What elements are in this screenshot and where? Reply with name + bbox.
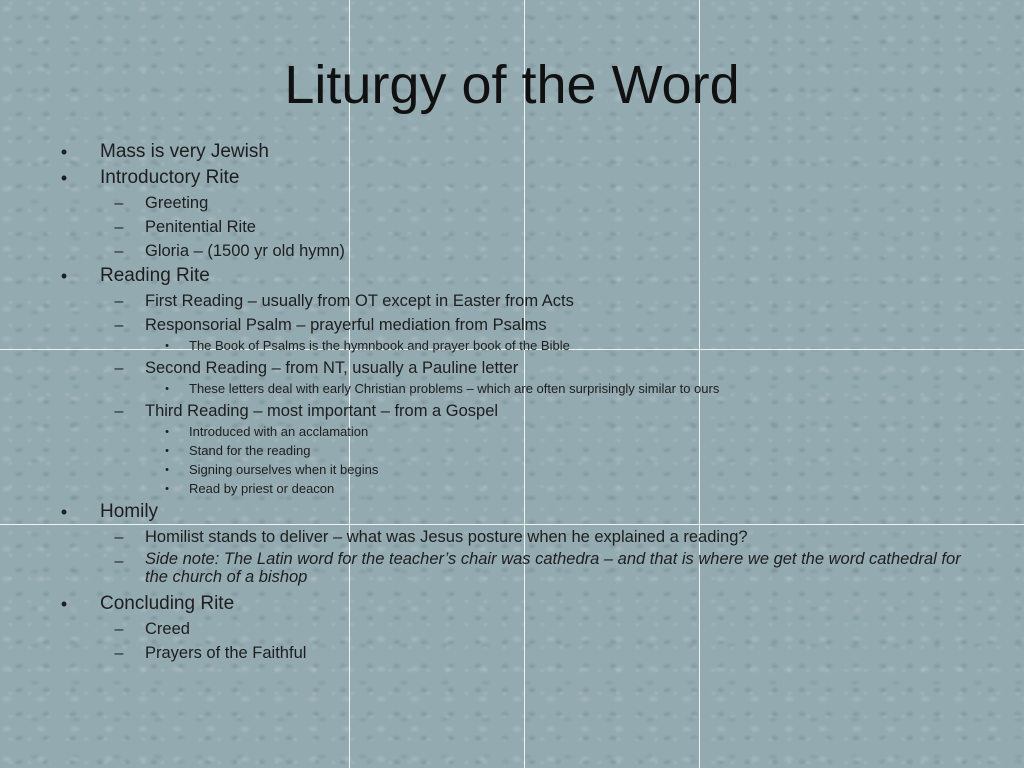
detail-bullet-item xyxy=(0,462,1024,481)
detail-bullet-item xyxy=(0,338,1024,357)
bullet-marker: • xyxy=(60,142,68,162)
side-note-text: Side note: The Latin word for the teacher’s chair was cathedra – and that is where we get the word cathedral for the church of a bishop xyxy=(145,550,961,586)
detail-bullet-text: The Book of Psalms is the hymnbook and prayer book of the Bible xyxy=(189,338,570,353)
bullet-marker: • xyxy=(165,483,169,495)
bullet-marker: • xyxy=(60,594,68,614)
bullet-text: Mass is very Jewish xyxy=(100,141,269,162)
bullet-text: Introductory Rite xyxy=(100,167,240,188)
slide-title: Liturgy of the Word xyxy=(284,55,740,115)
bullet-item xyxy=(0,264,1024,290)
bullet-marker: • xyxy=(165,445,169,457)
detail-bullet-item xyxy=(0,381,1024,400)
dash-marker: – xyxy=(114,403,124,420)
sub-bullet-item xyxy=(0,642,1024,666)
bullet-marker: • xyxy=(165,340,169,352)
dash-marker: – xyxy=(114,243,124,260)
detail-bullet-item xyxy=(0,481,1024,500)
bullet-marker: • xyxy=(60,266,68,286)
dash-marker: – xyxy=(114,529,124,546)
sub-bullet-item xyxy=(0,400,1024,424)
sub-bullet-text: Creed xyxy=(145,620,190,638)
sub-bullet-item xyxy=(0,357,1024,381)
detail-bullet-item xyxy=(0,424,1024,443)
sub-bullet-item xyxy=(0,314,1024,338)
dash-marker: – xyxy=(114,645,124,662)
sub-bullet-item xyxy=(0,240,1024,264)
sub-bullet-text: Greeting xyxy=(145,194,209,212)
sub-bullet-item xyxy=(0,192,1024,216)
sub-bullet-text: First Reading – usually from OT except in Easter from Acts xyxy=(145,292,574,310)
sub-bullet-item xyxy=(0,550,1024,592)
dash-marker: – xyxy=(114,293,124,310)
bullet-item xyxy=(0,140,1024,166)
sub-bullet-text: Responsorial Psalm – prayerful mediation from Psalms xyxy=(145,316,547,334)
bullet-marker: • xyxy=(60,168,68,188)
bullet-text: Concluding Rite xyxy=(100,593,235,614)
sub-bullet-item xyxy=(0,618,1024,642)
detail-bullet-text: These letters deal with early Christian problems – which are often surprisingly similar to ours xyxy=(189,381,720,396)
sub-bullet-text: Third Reading – most important – from a Gospel xyxy=(145,402,499,420)
detail-bullet-text: Stand for the reading xyxy=(189,443,311,458)
detail-bullet-text: Signing ourselves when it begins xyxy=(189,462,379,477)
detail-bullet-text: Introduced with an acclamation xyxy=(189,424,369,439)
bullet-marker: • xyxy=(165,464,169,476)
bullet-text: Reading Rite xyxy=(100,265,210,286)
sub-bullet-text: Penitential Rite xyxy=(145,218,256,236)
dash-marker: – xyxy=(114,317,124,334)
detail-bullet-item xyxy=(0,443,1024,462)
dash-marker: – xyxy=(114,219,124,236)
sub-bullet-text: Gloria – (1500 yr old hymn) xyxy=(145,242,345,260)
bullet-marker: • xyxy=(165,426,169,438)
dash-marker: – xyxy=(114,553,124,570)
bullet-item xyxy=(0,592,1024,618)
dash-marker: – xyxy=(114,360,124,377)
dash-marker: – xyxy=(114,195,124,212)
sub-bullet-item xyxy=(0,290,1024,314)
sub-bullet-text: Second Reading – from NT, usually a Pauline letter xyxy=(145,359,519,377)
bullet-marker: • xyxy=(165,383,169,395)
dash-marker: – xyxy=(114,621,124,638)
sub-bullet-item xyxy=(0,526,1024,550)
bullet-marker: • xyxy=(60,502,68,522)
sub-bullet-item xyxy=(0,216,1024,240)
bullet-item xyxy=(0,166,1024,192)
bullet-text: Homily xyxy=(100,501,159,522)
sub-bullet-text: Prayers of the Faithful xyxy=(145,644,307,662)
detail-bullet-text: Read by priest or deacon xyxy=(189,481,335,496)
sub-bullet-text: Homilist stands to deliver – what was Jesus posture when he explained a reading? xyxy=(145,528,748,546)
bullet-list xyxy=(0,140,1024,666)
bullet-item xyxy=(0,500,1024,526)
